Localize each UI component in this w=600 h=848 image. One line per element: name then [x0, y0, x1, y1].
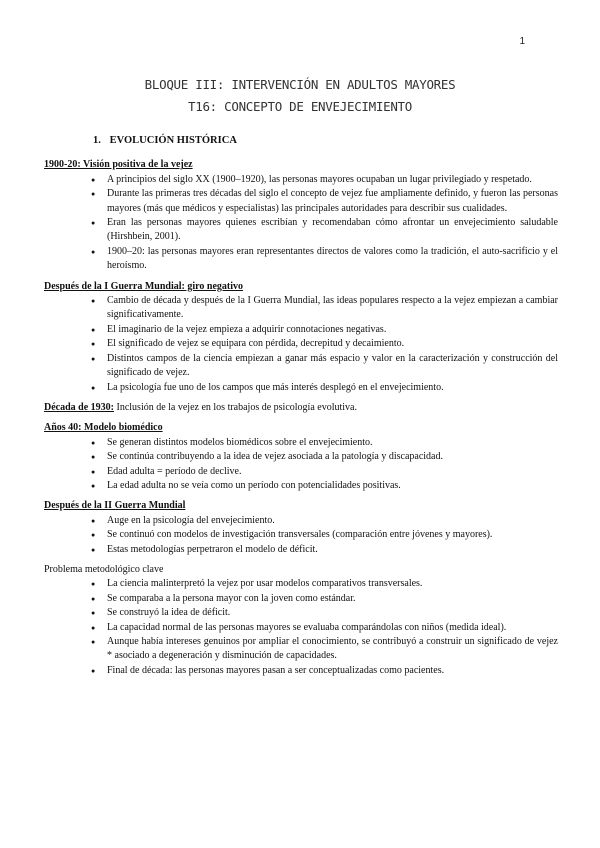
subsection-heading-text: Después de la II Guerra Mundial: [44, 500, 186, 512]
subsection-heading-rest: Inclusión de la vejez en los trabajos de psicología evolutiva.: [114, 401, 357, 413]
list-item: ● La ciencia malinterpretó la vejez por usar modelos comparativos transversales.: [107, 577, 558, 591]
subsection-heading: [44, 280, 558, 294]
list-item: ● Se continúa contribuyendo a la idea de vejez asociada a la patología y discapacidad.: [107, 450, 558, 464]
group-1930s: [44, 401, 558, 415]
list-item: ● 1900–20: las personas mayores eran representantes directos de valores como la tradición, el auto-sacrificio y el heroísmo.: [107, 245, 558, 274]
document-body: [44, 134, 558, 684]
subsection-heading: [44, 401, 558, 415]
list-item: ● La edad adulta no se veía como un período con potencialidades positivas.: [107, 479, 558, 493]
list-item: ● Eran las personas mayores quienes escribían y recomendaban cómo afrontar un envejecimiento saludable (Hirshbein, 2001).: [107, 216, 558, 245]
list-item: ● Final de década: las personas mayores pasan a ser conceptualizadas como pacientes.: [107, 664, 558, 678]
section-title-text: EVOLUCIÓN HISTÓRICA: [109, 135, 237, 146]
list-item: ● La capacidad normal de las personas mayores se evaluaba comparándolas con niños (medida ideal).: [107, 621, 558, 635]
bullet-list: [44, 436, 558, 494]
subsection-heading-plain: Problema metodológico clave: [44, 563, 164, 575]
list-item: ● El imaginario de la vejez empieza a adquirir connotaciones negativas.: [107, 323, 558, 337]
group-1900-20: [44, 158, 558, 273]
list-item: ● Auge en la psicología del envejecimiento.: [107, 514, 558, 528]
list-item: ● Se construyó la idea de déficit.: [107, 606, 558, 620]
subsection-heading-text: Años 40: Modelo biomédico: [44, 422, 163, 434]
bullet-list: [44, 514, 558, 557]
document-title: [0, 74, 600, 118]
subsection-heading: [44, 499, 558, 513]
list-item: ● Se generan distintos modelos biomédicos sobre el envejecimiento.: [107, 436, 558, 450]
group-post-ww1: [44, 280, 558, 395]
subsection-heading: [44, 158, 558, 172]
list-item: ● Durante las primeras tres décadas del siglo el concepto de vejez fue ampliamente definido, y fueron las personas mayores (más que médicos y especialistas) las principales autoridades para describir sus cualidades.: [107, 187, 558, 216]
title-line-2: T16: CONCEPTO DE ENVEJECIMIENTO: [188, 99, 412, 114]
list-item: ● El significado de vejez se equipara con pérdida, decrepitud y decaimiento.: [107, 337, 558, 351]
section-title: [93, 134, 558, 148]
subsection-heading-text: Década de 1930:: [44, 401, 114, 413]
subsection-heading-text: 1900-20: Visión positiva de la vejez: [44, 159, 193, 171]
group-post-ww2: [44, 499, 558, 557]
list-item: ● Aunque había intereses genuinos por ampliar el conocimiento, se contribuyó a construir un significado de vejez * asociado a degeneración y disminución de capacidades.: [107, 635, 558, 664]
list-item: ● Cambio de década y después de la I Guerra Mundial, las ideas populares respecto a la vejez empiezan a cambiar significativamente.: [107, 294, 558, 323]
subsection-heading-text: Después de la I Guerra Mundial: giro negativo: [44, 280, 243, 292]
bullet-list: [44, 173, 558, 274]
group-1940s: [44, 421, 558, 493]
list-item: ● Se continuó con modelos de investigación transversales (comparación entre jóvenes y mayores).: [107, 528, 558, 542]
list-item: ● Se comparaba a la persona mayor con la joven como estándar.: [107, 592, 558, 606]
list-item: ● Estas metodologías perpetraron el modelo de déficit.: [107, 543, 558, 557]
list-item: ● La psicología fue uno de los campos que más interés desplegó en el envejecimiento.: [107, 381, 558, 395]
title-line-1: BLOQUE III: INTERVENCIÓN EN ADULTOS MAYORES: [144, 77, 456, 92]
list-item: ● Distintos campos de la ciencia empiezan a ganar más espacio y valor en la caracterización y construcción del significado de vejez.: [107, 352, 558, 381]
bullet-list: [44, 577, 558, 678]
bullet-list: [44, 294, 558, 395]
group-methodological-problem: [44, 563, 558, 678]
list-item: ● A principios del siglo XX (1900–1920), las personas mayores ocupaban un lugar privilegiado y respetado.: [107, 173, 558, 187]
list-item: ● Edad adulta = período de declive.: [107, 465, 558, 479]
section-number: 1.: [93, 135, 101, 146]
page-number: 1: [519, 36, 525, 47]
subsection-heading: [44, 421, 558, 435]
